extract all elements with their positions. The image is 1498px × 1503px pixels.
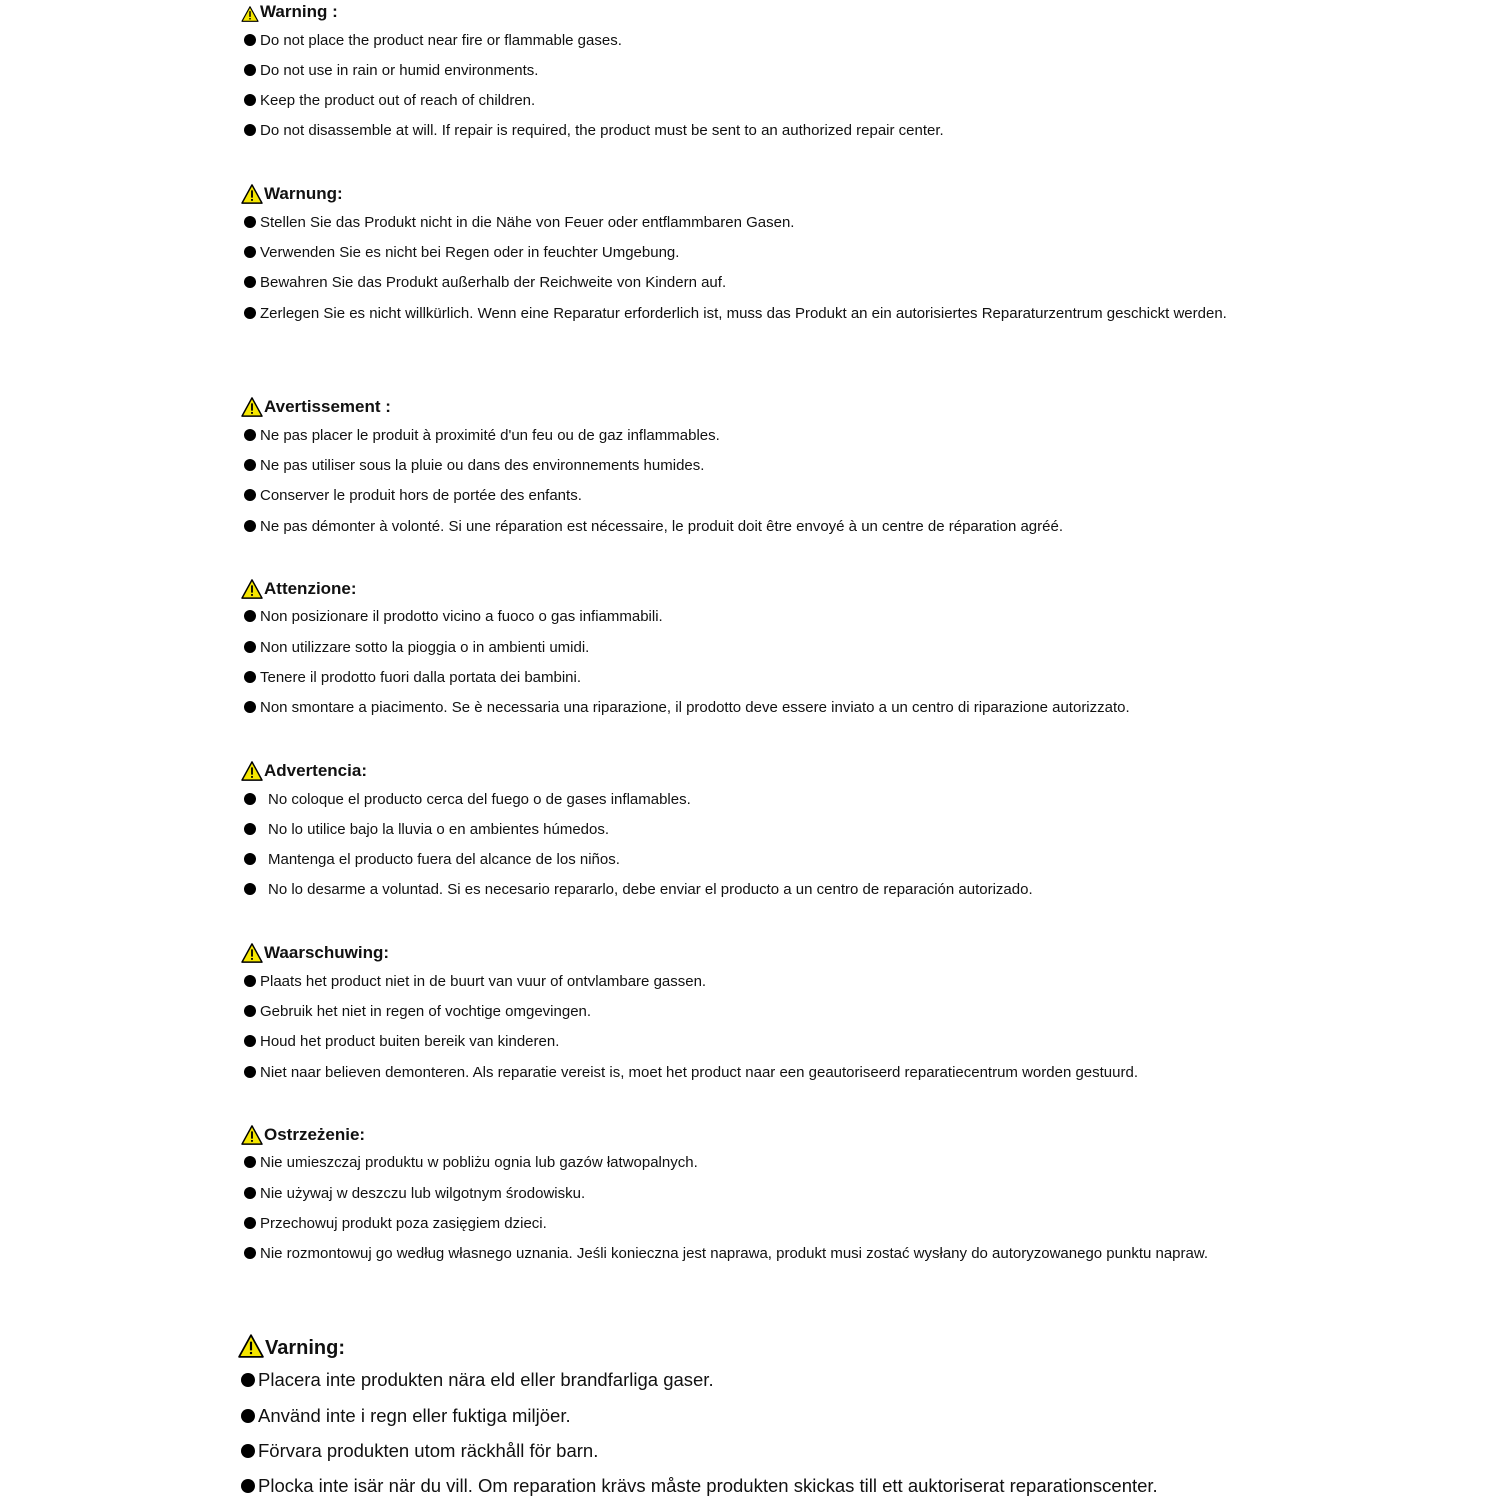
bullet-icon: [244, 246, 256, 258]
list-item: Non posizionare il prodotto vicino a fuoco o gas infiammabili.: [241, 602, 1259, 632]
bullet-icon: [241, 1479, 255, 1493]
list-item: No coloque el producto cerca del fuego o de gases inflamables.: [241, 785, 1259, 815]
list-item: Förvara produkten utom räckhåll för barn.: [238, 1433, 1256, 1468]
list-item: Nie używaj w deszczu lub wilgotnym środowisku.: [241, 1179, 1259, 1209]
bullet-icon: [244, 94, 256, 106]
section-title: Attenzione:: [264, 579, 357, 598]
list-item: Do not place the product near fire or flammable gases.: [241, 26, 1259, 56]
section-heading: [241, 573, 357, 599]
list-item: Mantenga el producto fuera del alcance de los niños.: [241, 845, 1259, 875]
list-item: Plaats het product niet in de buurt van vuur of ontvlambare gassen.: [241, 967, 1259, 997]
list-item: Non smontare a piacimento. Se è necessaria una riparazione, il prodotto deve essere inviato a un centro di riparazione autorizzato.: [241, 693, 1259, 723]
section-heading: [241, 178, 343, 204]
list-item: Bewahren Sie das Produkt außerhalb der Reichweite von Kindern auf.: [241, 268, 1259, 298]
bullet-icon: [244, 1156, 256, 1168]
bullet-icon: [244, 1187, 256, 1199]
list-item: Nie umieszczaj produktu w pobliżu ognia lub gazów łatwopalnych.: [241, 1148, 1259, 1178]
bullet-icon: [244, 216, 256, 228]
section-title: Warnung:: [264, 184, 343, 203]
list-item: Keep the product out of reach of children.: [241, 86, 1259, 116]
section-heading: [238, 1328, 345, 1358]
bullet-icon: [241, 1409, 255, 1423]
warning-triangle-icon: [238, 1334, 264, 1358]
section-heading: [241, 0, 338, 22]
bullet-icon: [244, 307, 256, 319]
list-item: Ne pas démonter à volonté. Si une réparation est nécessaire, le produit doit être envoyé à un centre de réparation agréé.: [241, 512, 1259, 542]
section-title: Advertencia:: [264, 761, 367, 780]
bullet-icon: [244, 34, 256, 46]
bullet-icon: [244, 641, 256, 653]
bullet-icon: [244, 276, 256, 288]
list-item: Tenere il prodotto fuori dalla portata dei bambini.: [241, 663, 1259, 693]
bullet-icon: [244, 671, 256, 683]
warning-triangle-icon: [241, 184, 263, 204]
bullet-icon: [244, 1247, 256, 1259]
list-item: Ne pas placer le produit à proximité d'un feu ou de gaz inflammables.: [241, 421, 1259, 451]
list-item: Plocka inte isär när du vill. Om reparation krävs måste produkten skickas till ett auktoriserat reparationscenter.: [238, 1468, 1256, 1503]
bullet-icon: [244, 1005, 256, 1017]
bullet-icon: [244, 975, 256, 987]
section-heading: [241, 755, 367, 781]
bullet-icon: [244, 793, 256, 805]
list-item: Przechowuj produkt poza zasięgiem dzieci.: [241, 1209, 1259, 1239]
bullet-icon: [244, 489, 256, 501]
bullet-icon: [244, 853, 256, 865]
list-item: Non utilizzare sotto la pioggia o in ambienti umidi.: [241, 633, 1259, 663]
section-heading: [241, 391, 391, 417]
list-item: Använd inte i regn eller fuktiga miljöer.: [238, 1398, 1256, 1433]
bullet-icon: [244, 1217, 256, 1229]
bullet-icon: [244, 610, 256, 622]
list-item: Niet naar believen demonteren. Als reparatie vereist is, moet het product naar een geautoriseerd reparatiecentrum worden gestuurd.: [241, 1058, 1259, 1088]
list-item: Houd het product buiten bereik van kinderen.: [241, 1027, 1259, 1057]
bullet-icon: [241, 1444, 255, 1458]
list-item: Ne pas utiliser sous la pluie ou dans des environnements humides.: [241, 451, 1259, 481]
list-item: Placera inte produkten nära eld eller brandfarliga gaser.: [238, 1362, 1256, 1397]
bullet-icon: [244, 823, 256, 835]
bullet-icon: [244, 883, 256, 895]
list-item: Zerlegen Sie es nicht willkürlich. Wenn eine Reparatur erforderlich ist, muss das Produkt an ein autorisiertes Reparaturzentrum geschickt werden.: [241, 299, 1259, 329]
bullet-icon: [244, 124, 256, 136]
warning-triangle-icon: [241, 397, 263, 417]
bullet-icon: [244, 1035, 256, 1047]
bullet-icon: [244, 429, 256, 441]
list-item: Nie rozmontowuj go według własnego uznania. Jeśli konieczna jest naprawa, produkt musi zostać wysłany do autoryzowanego punktu napraw.: [241, 1239, 1259, 1269]
list-item: Do not disassemble at will. If repair is required, the product must be sent to an authorized repair center.: [241, 116, 1259, 146]
bullet-icon: [241, 1373, 255, 1387]
list-item: Stellen Sie das Produkt nicht in die Nähe von Feuer oder entflammbaren Gasen.: [241, 208, 1259, 238]
bullet-icon: [244, 701, 256, 713]
warning-triangle-icon: [241, 579, 263, 599]
section-heading: [241, 937, 389, 963]
section-title: Warning :: [260, 2, 338, 21]
section-title: Varning:: [265, 1337, 346, 1359]
section-title: Waarschuwing:: [264, 943, 389, 962]
section-heading: [241, 1119, 365, 1145]
list-item: No lo utilice bajo la lluvia o en ambientes húmedos.: [241, 815, 1259, 845]
list-item: No lo desarme a voluntad. Si es necesario repararlo, debe enviar el producto a un centro de reparación autorizado.: [241, 875, 1259, 905]
list-item: Do not use in rain or humid environments.: [241, 56, 1259, 86]
warning-triangle-icon: [241, 1125, 263, 1145]
section-title: Ostrzeżenie:: [264, 1125, 366, 1144]
list-item: Verwenden Sie es nicht bei Regen oder in feuchter Umgebung.: [241, 238, 1259, 268]
warning-triangle-icon: [241, 943, 263, 963]
list-item: Conserver le produit hors de portée des enfants.: [241, 481, 1259, 511]
warning-triangle-icon: [241, 761, 263, 781]
warning-triangle-icon: [241, 6, 259, 22]
bullet-icon: [244, 459, 256, 471]
section-title: Avertissement :: [264, 397, 391, 416]
bullet-icon: [244, 1066, 256, 1078]
bullet-icon: [244, 520, 256, 532]
list-item: Gebruik het niet in regen of vochtige omgevingen.: [241, 997, 1259, 1027]
bullet-icon: [244, 64, 256, 76]
